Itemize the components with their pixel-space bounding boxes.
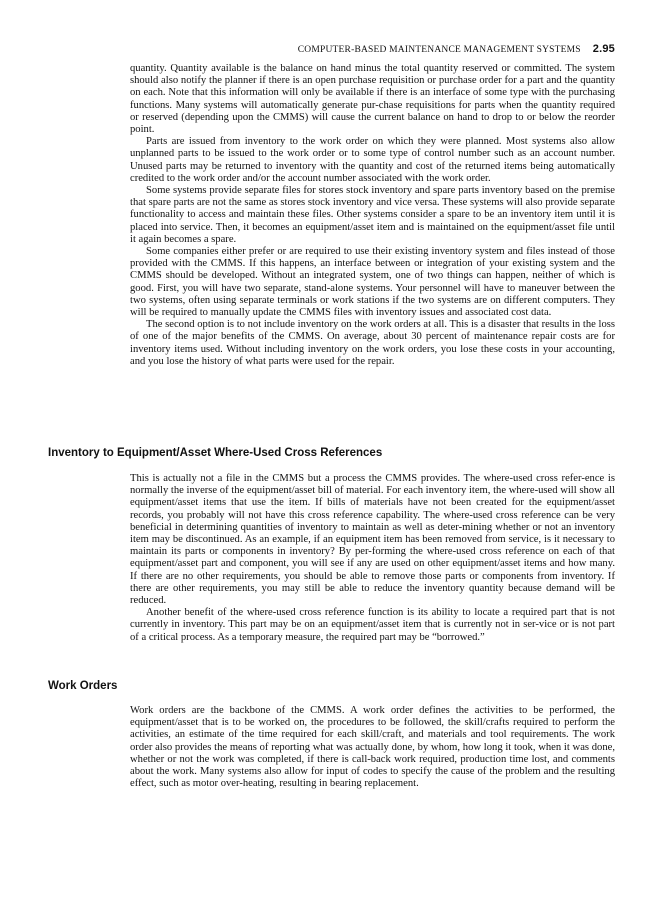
paragraph: Work orders are the backbone of the CMMS. A work order defines the activities to be performed, the equipment/asset that is to be worked on, the procedures to be followed, the skill/crafts required to perform the activities, an estimate of the time required for each skill/craft, and materials and tool requirements. The work order also provides the means of reporting what was actually done, by whom, how long it took, when it was done, whether or not the work was completed, if there is call-back work required, production time lost, and comments about the work. Many systems also allow for input of codes to specify the cause of the problem and the resulting effect, such as motor over-heating, resulting in bearing replacement. (130, 705, 615, 790)
paragraph: Some companies either prefer or are required to use their existing inventory system and files instead of those provided with the CMMS. If this happens, an interface between or integration of your existing system and the CMMS should be developed. Without an integrated system, one of two things can happen, neither of which is good. First, you will have two separate, stand-alone systems. Your personnel will have to maneuver between the two systems, often using separate terminals or work stations if the two systems are on different computers. They will be required to manually update the CMMS files with inventory issues and associated cost data. (130, 246, 615, 319)
paragraph: Some systems provide separate files for stores stock inventory and spare parts inventory based on the premise that spare parts are not the same as stores stock inventory and vice versa. These systems will also provide separate functionality to access and maintain these files. Other systems consider a spare to be an inventory item until it is placed into service. Then, it becomes an equipment/asset item and is maintained on the equipment/asset file until it again becomes a spare. (130, 185, 615, 245)
paragraph: Parts are issued from inventory to the work order on which they were planned. Most systems also allow unplanned parts to be issued to the work order or to some type of control number such as an account number. Unused parts may be returned to inventory with the quantity and cost of the returned items being automatically credited to the work order and/or the account number associated with the work order. (130, 136, 615, 184)
running-head (130, 43, 615, 55)
section-work-orders (130, 705, 615, 790)
section-continuation (130, 63, 615, 368)
paragraph: This is actually not a file in the CMMS but a process the CMMS provides. The where-used cross refer-ence is normally the inverse of the equipment/asset bill of material. For each inventory item, the where-used will show all equipment/asset items that use the item. If bills of materials have not been created for the equipment/asset records, you probably will not have this cross reference capability. The where-used cross reference can be very beneficial in determining quantities of inventory to maintain as well as deter-mining whether or not an inventory item may be discontinued. As an example, if an equipment item has been removed from service, is it necessary to maintain its parts or components in inventory? By per-forming the where-used cross reference on each of that equipment/asset part and component, you will see if any are used on other equipment/asset items and how many. If there are no other requirements, you should be able to remove those parts or components from inventory. If there are other requirements, you may still be able to reduce the inventory quantity because demand will be reduced. (130, 473, 615, 607)
section-heading-where-used: Inventory to Equipment/Asset Where-Used Cross References (48, 447, 383, 459)
page-number: 2.95 (592, 43, 615, 55)
paragraph: Another benefit of the where-used cross reference function is its ability to locate a required part that is not currently in inventory. This part may be on an equipment/asset item that is currently not in ser-vice or is not part of a critical process. As a temporary measure, the required part may be “borrowed.” (130, 607, 615, 643)
section-heading-work-orders: Work Orders (48, 680, 118, 692)
running-title: COMPUTER-BASED MAINTENANCE MANAGEMENT SYSTEMS (297, 45, 581, 55)
section-where-used (130, 473, 615, 644)
paragraph: The second option is to not include inventory on the work orders at all. This is a disaster that results in the loss of one of the major benefits of the CMMS. On average, about 30 percent of maintenance repair costs are for inventory items used. Without including inventory on the work orders, you lose these costs in your accounting, and you lose the history of what parts were used for the repair. (130, 319, 615, 367)
paragraph: quantity. Quantity available is the balance on hand minus the total quantity reserved or committed. The system should also notify the planner if there is an open purchase requisition or purchase order for a part and the quantity on each. Note that this information will only be available if there is an interface of some type with the purchasing functions. Many systems will automatically generate pur-chase requisitions for parts when the quantity required or reserved (depending upon the CMMS) will cause the current balance on hand to drop to or below the reorder point. (130, 63, 615, 136)
